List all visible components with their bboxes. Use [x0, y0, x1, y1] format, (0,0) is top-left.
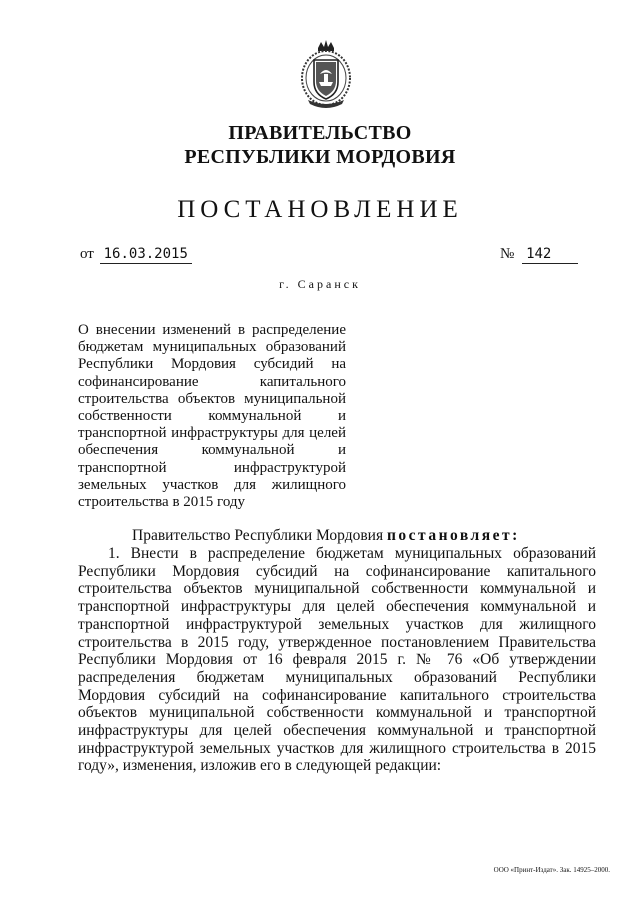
document-type-heading: ПОСТАНОВЛЕНИЕ	[177, 196, 463, 223]
coat-of-arms-emblem	[296, 38, 356, 112]
number-label: №	[500, 246, 515, 262]
government-title-line2: РЕСПУБЛИКИ МОРДОВИЯ	[184, 146, 456, 168]
intro-emphasis: постановляет:	[386, 527, 520, 544]
printer-imprint: ООО «Принт-Издат». Зак. 14925–2000.	[493, 866, 610, 874]
document-subject: О внесении изменений в распределение бюджетам муниципальных образований Республики Мордовия субсидий на софинансирование капитального строительства объектов муниципальной собственности коммунальной и транспортной инфраструктуры для целей обеспечения коммунальной и транспортной инфраструктурой земельных участков для жилищного строительства в 2015 году	[78, 322, 346, 511]
item-1-paragraph: 1. Внести в распределение бюджетам муниципальных образований Республики Мордовия субсидий на софинансирование капитального строительства объектов муниципальной собственности коммунальной и транспортной инфраструктуры для целей обеспечения коммунальной и транспортной инфраструктурой земельных участков для жилищного строительства в 2015 году, утвержденное постановлением Правительства Республики Мордовия от 16 февраля 2015 г. № 76 «Об утверждении распределения бюджетам муниципальных образований Республики Мордовия субсидий на софинансирование капитального строительства объектов муниципальной собственности коммунальной и транспортной инфраструктуры для целей обеспечения коммунальной и транспортной инфраструктурой земельных участков для жилищного строительства в 2015 году», изменения, изложив его в следующей редакции:	[78, 545, 596, 775]
document-date: 16.03.2015	[100, 245, 192, 264]
number-row	[500, 244, 578, 264]
date-label: от	[80, 246, 94, 262]
intro-paragraph	[78, 527, 596, 545]
document-number: 142	[522, 245, 578, 264]
intro-text: Правительство Республики Мордовия	[132, 527, 387, 544]
date-row	[80, 244, 192, 264]
government-title-line1: ПРАВИТЕЛЬСТВО	[228, 122, 412, 144]
city-line: г. Саранск	[279, 277, 361, 291]
